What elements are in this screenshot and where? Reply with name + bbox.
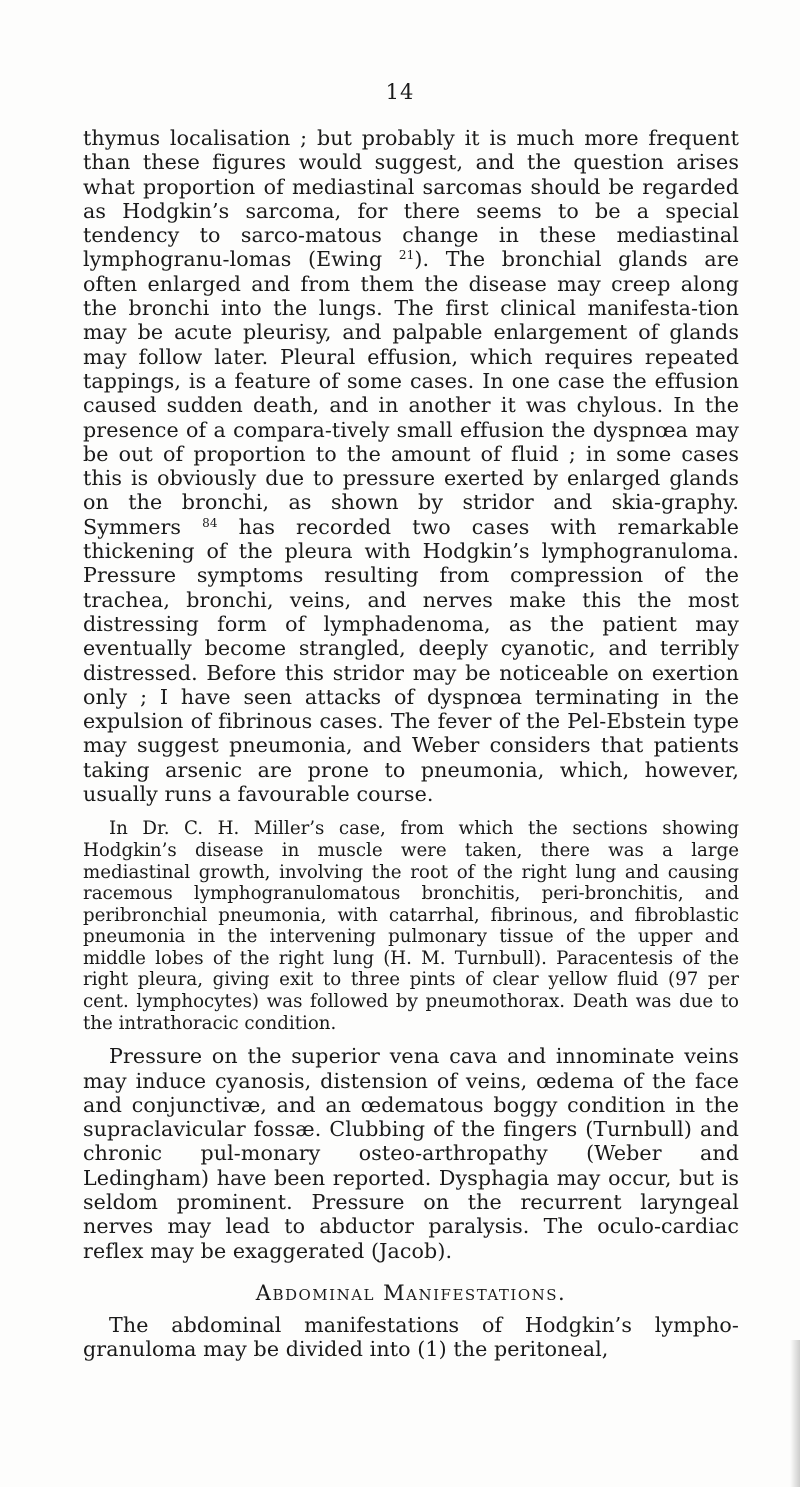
- case-report-paragraph: In Dr. C. H. Miller’s case, from which the sections showing Hodgkin’s disease in muscle were taken, there was a large mediastinal growth, involving the root of the right lung and causing racemous lymphogranulomatous bronchitis, peri-bronchitis, and peribronchial pneumonia, with catarrhal, fibrinous, and fibroblastic pneumonia in the intervening pulmonary tissue of the upper and middle lobes of the right lung (H. M. Turnbull). Paracentesis of the right pleura, giving exit to three pints of clear yellow fluid (97 per cent. lymphocytes) was followed by pneumothorax. Death was due to the intrathoracic condition.: [83, 818, 739, 1034]
- text-column: [83, 126, 739, 1362]
- reference-84: 84: [202, 515, 218, 530]
- paragraph-text-part-2: ). The bronchial glands are often enlarged and from them the disease may creep along the bronchi into the lungs. The first clinical manifesta-tion may be acute pleurisy, and palpable enlargement of glands may follow later. Pleural effusion, which requires repeated tappings, is a feature of some cases. In one case the effusion caused sudden death, and in another it was chylous. In the presence of a compara-tively small effusion the dyspnœa may be out of proportion to the amount of fluid ; in some cases this is obviously due to pressure exerted by enlarged glands on the bronchi, as shown by stridor and skia-graphy. Symmers: [83, 247, 739, 539]
- paragraph-abdominal: The abdominal manifestations of Hodgkin’s lympho-granuloma may be divided into (1) the peritoneal,: [83, 1312, 739, 1362]
- paragraph-pressure-veins: Pressure on the superior vena cava and innominate veins may induce cyanosis, distension of veins, œdema of the face and conjunctivæ, and an œdematous boggy condition in the supraclavicular fossæ. Clubbing of the fingers (Turnbull) and chronic pul-monary osteo-arthropathy (Weber and Ledingham) have been reported. Dysphagia may occur, but is seldom prominent. Pressure on the recurrent laryngeal nerves may lead to abductor paralysis. The oculo-cardiac reflex may be exaggerated (Jacob).: [83, 1044, 739, 1263]
- page-number: 14: [385, 80, 415, 104]
- scan-edge-shadow: [790, 1340, 800, 1487]
- paragraph-text-part-1: thymus localisation ; but probably it is much more frequent than these figures would suggest, and the question arises what proportion of mediastinal sarcomas should be regarded as Hodgkin’s sarcoma, for there seems to be a special tendency to sarco-matous change in these mediastinal lymphogranu-lomas (Ewing: [83, 126, 739, 272]
- paragraph-mediastinal-pleural: [83, 126, 739, 806]
- section-heading-abdominal: Abdominal Manifestations.: [255, 1280, 567, 1305]
- paragraph-text-part-3: has recorded two cases with remarkable thickening of the pleura with Hodgkin’s lymphogranuloma. Pressure symptoms resulting from compression of the trachea, bronchi, veins, and nerves make this the most distressing form of lymphadenoma, as the patient may eventually become strangled, deeply cyanotic, and terribly distressed. Before this stridor may be noticeable on exertion only ; I have seen attacks of dyspnœa terminating in the expulsion of fibrinous cases. The fever of the Pel-Ebstein type may suggest pneumonia, and Weber considers that patients taking arsenic are prone to pneumonia, which, however, usually runs a favourable course.: [83, 514, 739, 807]
- reference-21: 21: [398, 248, 415, 263]
